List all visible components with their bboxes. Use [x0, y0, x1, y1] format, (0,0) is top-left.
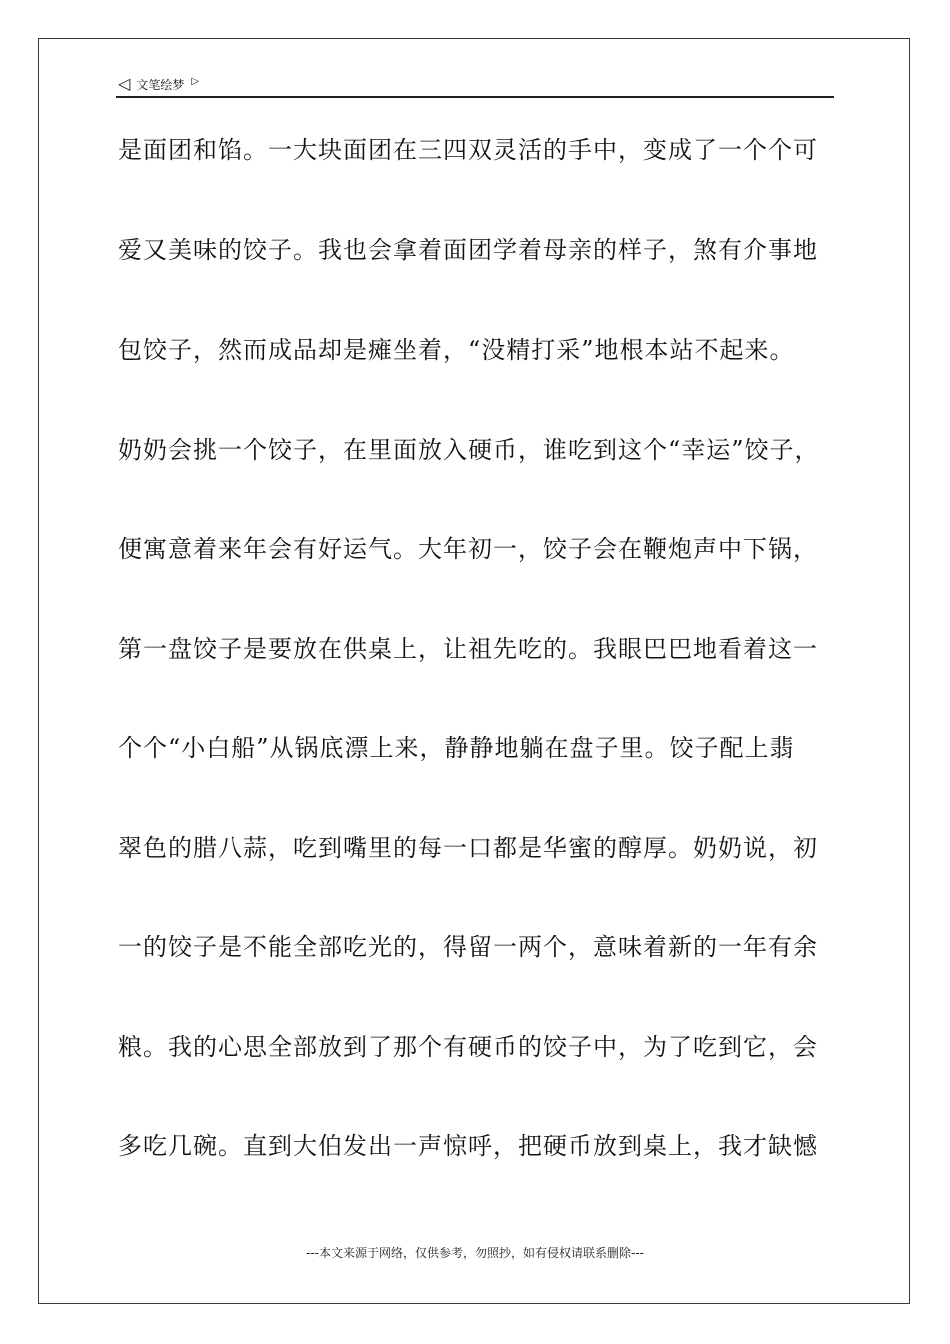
triangle-left-icon: ◁ — [118, 74, 131, 93]
body-line-11: 多吃几碗。直到大伯发出一声惊呼，把硬币放到桌上，我才缺憾 — [118, 1132, 818, 1160]
page-header — [118, 72, 199, 96]
page-footer-disclaimer: ---本文来源于网络，仅供参考，勿照抄，如有侵权请联系删除--- — [306, 1246, 644, 1260]
body-line-10: 粮。我的心思全部放到了那个有硬币的饺子中，为了吃到它，会 — [118, 1033, 818, 1061]
page-border — [38, 38, 910, 1304]
body-line-7: 个个“小白船”从锅底漂上来，静静地躺在盘子里。饺子配上翡 — [118, 734, 795, 762]
header-title: 文笔绘梦 — [136, 77, 185, 92]
body-line-5: 便寓意着来年会有好运气。大年初一，饺子会在鞭炮声中下锅， — [118, 535, 818, 563]
body-line-8: 翠色的腊八蒜，吃到嘴里的每一口都是华蜜的醇厚。奶奶说，初 — [118, 834, 818, 862]
body-line-1: 是面团和馅。一大块面团在三四双灵活的手中，变成了一个个可 — [118, 136, 818, 164]
body-line-9: 一的饺子是不能全部吃光的，得留一两个，意味着新的一年有余 — [118, 933, 818, 961]
body-line-2: 爱又美味的饺子。我也会拿着面团学着母亲的样子，煞有介事地 — [118, 236, 818, 264]
triangle-right-icon: ▷ — [191, 76, 200, 87]
body-line-3: 包饺子，然而成品却是瘫坐着，“没精打采”地根本站不起来。 — [118, 336, 795, 364]
header-divider — [116, 96, 834, 98]
body-line-6: 第一盘饺子是要放在供桌上，让祖先吃的。我眼巴巴地看着这一 — [118, 635, 818, 663]
body-line-4: 奶奶会挑一个饺子，在里面放入硬币，谁吃到这个“幸运”饺子， — [118, 436, 820, 464]
